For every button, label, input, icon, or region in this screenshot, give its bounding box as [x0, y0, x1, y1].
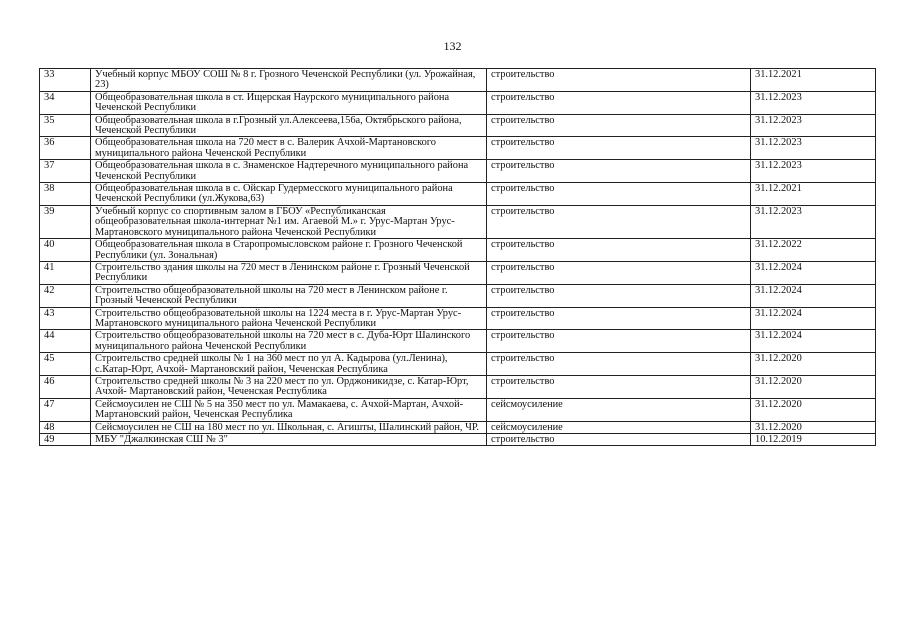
- work-type-cell: строительство: [487, 205, 751, 238]
- deadline-date-cell: 31.12.2021: [751, 183, 876, 206]
- table-row: [40, 160, 876, 183]
- object-name-cell: Общеобразовательная школа в г.Грозный ул.Алексеева,156а, Октябрьского района, Чеченской Республики: [91, 114, 487, 137]
- work-type-cell: строительство: [487, 91, 751, 114]
- row-number-cell: 38: [40, 183, 91, 206]
- table-row: [40, 261, 876, 284]
- table-row: [40, 69, 876, 92]
- row-number-cell: 36: [40, 137, 91, 160]
- object-name-cell: Строительство общеобразовательной школы на 720 мест в с. Дуба-Юрт Шалинского муниципального района Чеченской Республики: [91, 330, 487, 353]
- row-number-cell: 41: [40, 261, 91, 284]
- object-name-cell: Строительство средней школы № 3 на 220 мест по ул. Орджоникидзе, с. Катар-Юрт, Ачхой- Мартановский район, Чеченская Республика: [91, 375, 487, 398]
- table-row: [40, 239, 876, 262]
- row-number-cell: 35: [40, 114, 91, 137]
- row-number-cell: 48: [40, 421, 91, 433]
- deadline-date-cell: 31.12.2020: [751, 353, 876, 376]
- work-type-cell: сейсмоусиление: [487, 398, 751, 421]
- work-type-cell: строительство: [487, 375, 751, 398]
- row-number-cell: 44: [40, 330, 91, 353]
- table-row: [40, 91, 876, 114]
- table-row: [40, 114, 876, 137]
- objects-table: [39, 68, 876, 446]
- work-type-cell: строительство: [487, 69, 751, 92]
- deadline-date-cell: 31.12.2024: [751, 307, 876, 330]
- work-type-cell: строительство: [487, 434, 751, 446]
- row-number-cell: 40: [40, 239, 91, 262]
- work-type-cell: строительство: [487, 239, 751, 262]
- deadline-date-cell: 10.12.2019: [751, 434, 876, 446]
- object-name-cell: Строительство средней школы № 1 на 360 мест по ул А. Кадырова (ул.Ленина), с.Катар-Юрт, Ачхой- Мартановский район, Чеченская Республика: [91, 353, 487, 376]
- work-type-cell: сейсмоусиление: [487, 421, 751, 433]
- row-number-cell: 43: [40, 307, 91, 330]
- table-row: [40, 434, 876, 446]
- objects-table-body: [40, 69, 876, 446]
- work-type-cell: строительство: [487, 353, 751, 376]
- table-row: [40, 137, 876, 160]
- table-row: [40, 307, 876, 330]
- object-name-cell: Общеобразовательная школа в с. Ойскар Гудермесского муниципального района Чеченской Республики (ул.Жукова,63): [91, 183, 487, 206]
- table-row: [40, 421, 876, 433]
- work-type-cell: строительство: [487, 183, 751, 206]
- object-name-cell: Общеобразовательная школа в Старопромысловском районе г. Грозного Чеченской Республики (ул. Зональная): [91, 239, 487, 262]
- row-number-cell: 46: [40, 375, 91, 398]
- work-type-cell: строительство: [487, 284, 751, 307]
- row-number-cell: 37: [40, 160, 91, 183]
- deadline-date-cell: 31.12.2021: [751, 69, 876, 92]
- row-number-cell: 33: [40, 69, 91, 92]
- row-number-cell: 39: [40, 205, 91, 238]
- object-name-cell: Строительство общеобразовательной школы на 1224 места в г. Урус-Мартан Урус-Мартановского муниципального района Чеченской Республики: [91, 307, 487, 330]
- deadline-date-cell: 31.12.2023: [751, 205, 876, 238]
- work-type-cell: строительство: [487, 137, 751, 160]
- object-name-cell: Общеобразовательная школа на 720 мест в с. Валерик Ачхой-Мартановского муниципального района Чеченской Республики: [91, 137, 487, 160]
- table-row: [40, 353, 876, 376]
- table-row: [40, 205, 876, 238]
- object-name-cell: Строительство здания школы на 720 мест в Ленинском районе г. Грозный Чеченской Республики: [91, 261, 487, 284]
- work-type-cell: строительство: [487, 160, 751, 183]
- deadline-date-cell: 31.12.2024: [751, 261, 876, 284]
- deadline-date-cell: 31.12.2020: [751, 375, 876, 398]
- deadline-date-cell: 31.12.2023: [751, 137, 876, 160]
- deadline-date-cell: 31.12.2023: [751, 91, 876, 114]
- table-row: [40, 330, 876, 353]
- object-name-cell: Общеобразовательная школа в с. Знаменское Надтеречного муниципального района Чеченской Республики: [91, 160, 487, 183]
- table-row: [40, 284, 876, 307]
- work-type-cell: строительство: [487, 261, 751, 284]
- deadline-date-cell: 31.12.2024: [751, 330, 876, 353]
- row-number-cell: 42: [40, 284, 91, 307]
- deadline-date-cell: 31.12.2023: [751, 160, 876, 183]
- deadline-date-cell: 31.12.2024: [751, 284, 876, 307]
- row-number-cell: 34: [40, 91, 91, 114]
- deadline-date-cell: 31.12.2023: [751, 114, 876, 137]
- deadline-date-cell: 31.12.2020: [751, 398, 876, 421]
- table-row: [40, 398, 876, 421]
- object-name-cell: Сейсмоусилен не СШ на 180 мест по ул. Школьная, с. Агишты, Шалинский район, ЧР.: [91, 421, 487, 433]
- work-type-cell: строительство: [487, 114, 751, 137]
- deadline-date-cell: 31.12.2022: [751, 239, 876, 262]
- row-number-cell: 49: [40, 434, 91, 446]
- work-type-cell: строительство: [487, 307, 751, 330]
- row-number-cell: 47: [40, 398, 91, 421]
- object-name-cell: Сейсмоусилен не СШ № 5 на 350 мест по ул. Мамакаева, с. Ачхой-Мартан, Ачхой- Мартановский район, Чеченская Республика: [91, 398, 487, 421]
- deadline-date-cell: 31.12.2020: [751, 421, 876, 433]
- object-name-cell: Общеобразовательная школа в ст. Ищерская Наурского муниципального района Чеченской Республики: [91, 91, 487, 114]
- row-number-cell: 45: [40, 353, 91, 376]
- object-name-cell: МБУ "Джалкинская СШ № 3": [91, 434, 487, 446]
- object-name-cell: Строительство общеобразовательной школы на 720 мест в Ленинском районе г. Грозный Чеченской Республики: [91, 284, 487, 307]
- page-number: 132: [443, 39, 462, 53]
- work-type-cell: строительство: [487, 330, 751, 353]
- object-name-cell: Учебный корпус МБОУ СОШ № 8 г. Грозного Чеченской Республики (ул. Урожайная, 23): [91, 69, 487, 92]
- table-row: [40, 375, 876, 398]
- object-name-cell: Учебный корпус со спортивным залом в ГБОУ «Республиканская общеобразовательная школа-интернат №1 им. Агаевой М.» г. Урус-Мартан Урус-Мартановского муниципального района Чеченской Республики: [91, 205, 487, 238]
- table-row: [40, 183, 876, 206]
